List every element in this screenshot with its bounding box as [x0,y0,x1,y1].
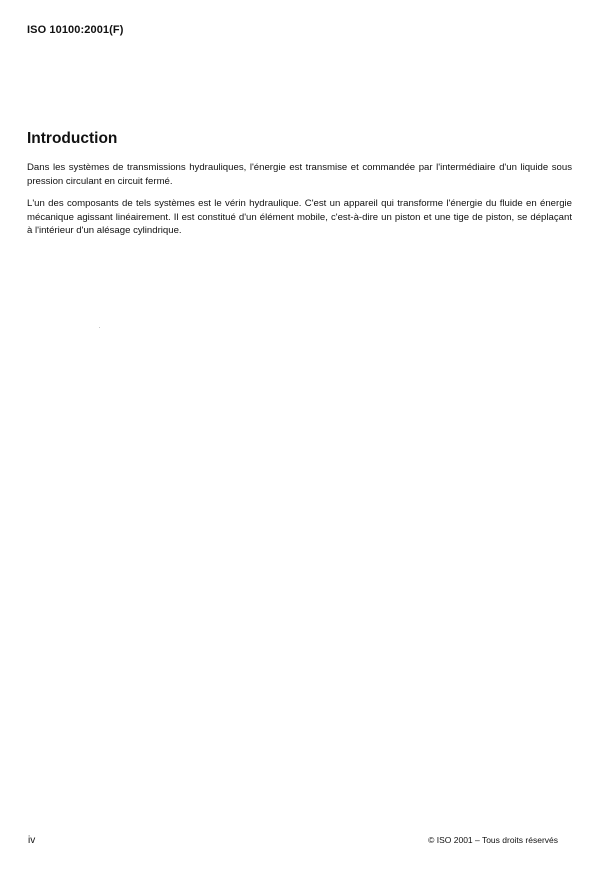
page-number: iv [28,835,36,846]
scan-speck [99,327,100,328]
document-id-header: ISO 10100:2001(F) [27,24,124,36]
intro-paragraph-1: Dans les systèmes de transmissions hydrauliques, l'énergie est transmise et commandée par l'intermédiaire d'un liquide sous pression circulant en circuit fermé. [27,162,572,187]
section-title: Introduction [27,130,118,147]
intro-paragraph-2: L'un des composants de tels systèmes est le vérin hydraulique. C'est un appareil qui transforme l'énergie du fluide en énergie mécanique agissant linéairement. Il est constitué d'un élément mobile, c'est-à-dire un piston et une tige de piston, se déplaçant à l'intérieur d'un alésage cylindrique. [27,198,572,236]
copyright-notice: © ISO 2001 – Tous droits réservés [428,835,558,845]
